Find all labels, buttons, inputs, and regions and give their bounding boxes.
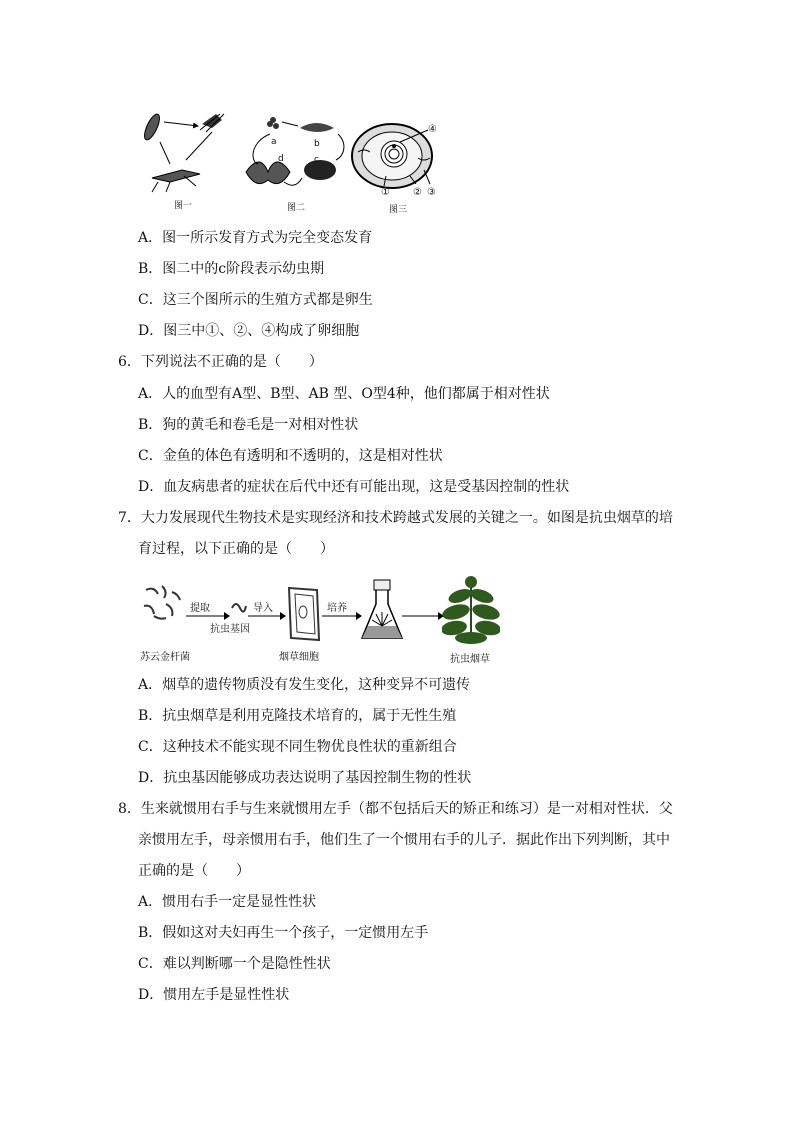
- q8-stem-line3: 正确的是（ ）: [138, 863, 250, 879]
- egg-label-4: ④: [428, 124, 437, 135]
- stage-label-d: d: [278, 154, 284, 164]
- step-extract-label: 提取: [190, 603, 210, 614]
- gene-label: 抗虫基因: [210, 624, 250, 635]
- q7-option-d: D．抗虫基因能够成功表达说明了基因控制生物的性状: [138, 770, 472, 786]
- egg-label-3: ③: [427, 187, 436, 198]
- q8-stem-line2: 亲惯用左手，母亲惯用右手，他们生了一个惯用右手的儿子．据此作出下列判断，其中: [138, 832, 670, 848]
- figure-1-caption: 图一: [174, 201, 193, 211]
- q8-option-d: D．惯用左手是显性性状: [138, 987, 290, 1003]
- plant-label: 抗虫烟草: [450, 654, 490, 665]
- tobacco-cell-icon: [285, 586, 323, 642]
- figure-3-caption: 图三: [389, 205, 408, 215]
- bacteria-label: 苏云金杆菌: [140, 652, 190, 663]
- grasshopper-cycle-drawing: [140, 102, 240, 194]
- step-import-label: 导入: [253, 603, 273, 614]
- tobacco-plant-icon: [442, 574, 500, 646]
- gene-icon: [228, 598, 248, 618]
- q5-option-d: D．图三中①、②、④构成了卵细胞: [138, 323, 360, 339]
- q6-option-d: D．血友病患者的症状在后代中还有可能出现，这是受基因控制的性状: [138, 479, 570, 495]
- culture-flask-icon: [360, 578, 404, 644]
- figure-2-caption: 图二: [287, 203, 306, 213]
- q8-option-c: C．难以判断哪一个是隐性性状: [138, 956, 331, 972]
- arrow-grow: [402, 612, 444, 620]
- cell-label: 烟草细胞: [279, 652, 319, 663]
- q5-option-b: B．图二中的c阶段表示幼虫期: [138, 261, 325, 277]
- q7-option-b: B．抗虫烟草是利用克隆技术培育的，属于无性生殖: [138, 708, 457, 724]
- q6-option-b: B．狗的黄毛和卷毛是一对相对性状: [138, 417, 359, 433]
- q8-stem-line1: 8．生来就惯用右手与生来就惯用左手（都不包括后天的矫正和练习）是一对相对性状．父: [118, 801, 673, 817]
- egg-label-2: ②: [413, 187, 422, 198]
- stage-label-a: a: [271, 137, 277, 147]
- q5-option-a: A．图一所示发育方式为完全变态发育: [138, 230, 373, 246]
- q7-option-c: C．这种技术不能实现不同生物优良性状的重新组合: [138, 739, 457, 755]
- q6-option-a: A．人的血型有A型、B型、AB 型、O型4种，他们都属于相对性状: [138, 386, 550, 402]
- q5-option-c: C．这三个图所示的生殖方式都是卵生: [138, 292, 373, 308]
- q8-option-a: A．惯用右手一定是显性性状: [138, 894, 317, 910]
- q6-stem: 6．下列说法不正确的是（ ）: [118, 354, 323, 370]
- stage-label-b: b: [314, 139, 320, 149]
- butterfly-cycle-drawing: [240, 112, 350, 196]
- q6-option-c: C．金鱼的体色有透明和不透明的，这是相对性状: [138, 448, 443, 464]
- q7-option-a: A．烟草的遗传物质没有发生变化，这种变异不可遗传: [138, 677, 471, 693]
- q8-option-b: B．假如这对夫妇再生一个孩子，一定惯用左手: [138, 925, 429, 941]
- arrow-import: [248, 612, 286, 620]
- q7-stem-line1: 7．大力发展现代生物技术是实现经济和技术跨越式发展的关键之一。如图是抗虫烟草的培: [118, 510, 673, 526]
- arrow-culture: [322, 612, 362, 620]
- egg-label-1: ①: [381, 187, 390, 198]
- step-culture-label: 培养: [327, 603, 347, 614]
- q7-stem-line2: 育过程，以下正确的是（ ）: [138, 541, 334, 557]
- arrow-extract: [186, 612, 230, 620]
- bacteria-icon: [140, 582, 186, 624]
- stage-label-c: c: [314, 155, 319, 165]
